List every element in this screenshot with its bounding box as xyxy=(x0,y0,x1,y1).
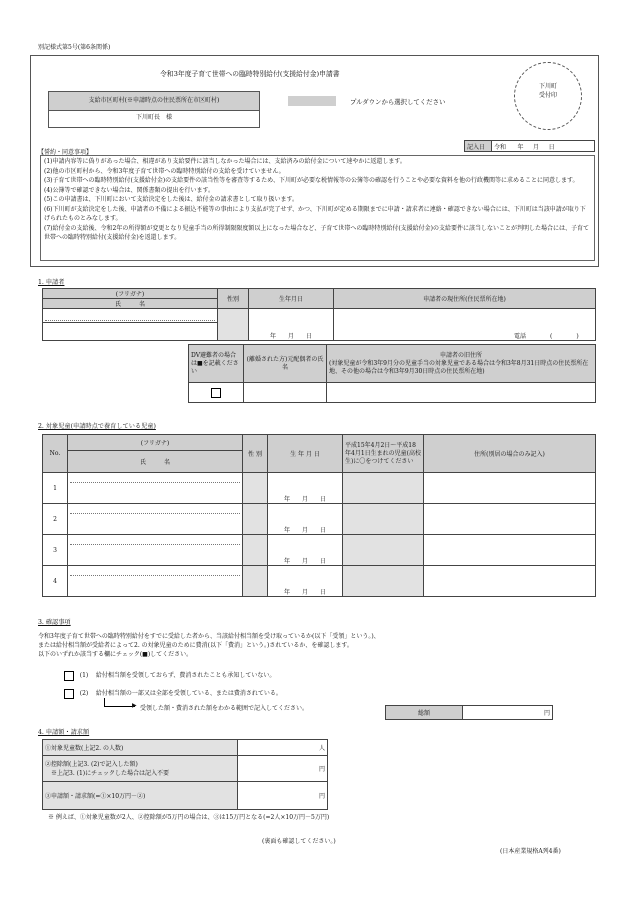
pledge-item: (2)他の市区町村から、令和3年度子育て世帯への臨時特別給付の支給を受けていません。 xyxy=(44,167,285,175)
child-ymd: 年 月 日 xyxy=(283,496,326,503)
child-name-field[interactable] xyxy=(68,535,243,566)
child-hs-field[interactable] xyxy=(343,535,424,566)
child-birth-field[interactable] xyxy=(268,473,343,504)
amount-unit: 円 xyxy=(318,793,325,800)
dv-checkbox[interactable] xyxy=(211,388,221,398)
confirm-text2: または給付相当額が受給者によって2. の対象児童のために費消(以下「費消」という。)されているか、を確認します。 xyxy=(38,642,353,649)
amount-example: ※ 例えば、①対象児童数が2人、②控除額が5万円の場合は、③は15万円となる(=2人×10万円－5万円) xyxy=(48,814,330,821)
child-birth-field[interactable] xyxy=(268,535,343,566)
reception-stamp xyxy=(514,62,582,130)
child-no: 1 xyxy=(43,473,68,504)
applicant-name-field[interactable] xyxy=(43,323,218,341)
child-address-field[interactable] xyxy=(424,535,596,566)
option-1 xyxy=(64,670,275,681)
old-address-field[interactable] xyxy=(327,383,596,403)
pledge-item: (6)下川町が支給決定をした後、申請者の不備による振込不能等の事由により支払が完了せず、かつ、下川町が定める期限までに申請・請求者に連絡・確認できない場合には、下川町は当該申請が取り下げられたものとみなします。 xyxy=(44,205,586,222)
child-name-field[interactable] xyxy=(68,504,243,535)
dropdown-hint: プルダウンから選択してください xyxy=(350,98,446,106)
confirm-heading: 3. 確認事項 xyxy=(38,619,71,626)
arrow-line xyxy=(104,698,135,707)
option-2-label: 給付相当額の一部又は全部を受領している、または費消されている。 xyxy=(95,690,282,697)
option-1-number: (1) xyxy=(79,672,89,679)
total-table xyxy=(385,705,553,720)
confirm-text xyxy=(38,632,380,659)
applicant-gender-field[interactable] xyxy=(218,309,249,341)
child-no: 2 xyxy=(43,504,68,535)
child-no: 4 xyxy=(43,566,68,597)
child-ymd: 年 月 日 xyxy=(283,527,326,534)
form-title: 令和3年度子育て世帯への臨時特別給付(支援給付金)申請書 xyxy=(160,70,340,78)
child-gender-field[interactable] xyxy=(243,504,268,535)
amount-label: ①対象児童数(上記2. の人数) xyxy=(43,740,238,756)
child-birth-field[interactable] xyxy=(268,566,343,597)
dv-checkbox-cell[interactable] xyxy=(189,383,244,403)
applicant-gender-header: 性別 xyxy=(218,289,249,309)
applicant-furigana-header: (フリガナ) xyxy=(43,289,218,299)
option-1-checkbox[interactable] xyxy=(64,671,74,681)
amount-label xyxy=(43,756,238,782)
child-ymd: 年 月 日 xyxy=(283,558,326,565)
applicant-birth-header: 生年月日 xyxy=(249,289,334,309)
spouse-name-field[interactable] xyxy=(244,383,327,403)
old-address-header xyxy=(327,345,596,383)
child-name-field[interactable] xyxy=(68,566,243,597)
amount-unit: 円 xyxy=(318,766,325,773)
old-address-note: (対象児童が令和3年9月分の児童手当の対象児童である場合は令和3年8月31日時点の住民票所在地、その他の場合は令和3年9月30日時点の住民票所在地) xyxy=(329,359,589,375)
pledge-item: (4)公簿等で確認できない場合は、関係書類の提出を行います。 xyxy=(44,186,215,194)
pledge-item: (5)この申請書は、下川町において支給決定をした後は、給付金の請求書として取り扱います。 xyxy=(44,196,299,203)
pledge-item: (1)申請内容等に偽りがあった場合、相違があり支給要件に該当しなかった場合には、支給済みの給付金について速やかに返還します。 xyxy=(44,158,406,165)
applicant-phone: 電話 ( ) xyxy=(514,333,579,340)
form-number: 別記様式第5号(第6条関係) xyxy=(38,44,111,51)
dv-header: DV避難者の場合は■を記載ください xyxy=(189,345,244,383)
entry-month: 月 xyxy=(533,143,540,151)
option-1-label: 給付相当額を受領しておらず、費消されたことも承知していない。 xyxy=(95,672,276,679)
children-furigana-header: (フリガナ) xyxy=(68,435,243,451)
applicant-name-header: 氏 名 xyxy=(43,299,218,309)
amount-field[interactable] xyxy=(238,756,328,782)
arrow-icon: ▶ xyxy=(132,702,137,709)
applicant-birth-field[interactable] xyxy=(249,309,334,341)
issuer-name: 下川町長 様 xyxy=(48,109,260,128)
applicant-address-field[interactable] xyxy=(334,309,596,341)
child-gender-field[interactable] xyxy=(243,535,268,566)
children-hs-header: 平成15年4月2日～平成18年4月1日生まれの児童(高校生)に〇をつけてください xyxy=(343,435,424,473)
municipality-dropdown[interactable] xyxy=(288,96,336,106)
footer-back-note: (裏面も確認してください。) xyxy=(262,838,336,845)
old-address-title: 申請者の旧住所 xyxy=(439,351,482,359)
child-gender-field[interactable] xyxy=(243,473,268,504)
applicant-address-header: 申請者の現住所(住民票所在地) xyxy=(334,289,596,309)
total-field[interactable] xyxy=(463,706,553,720)
child-address-field[interactable] xyxy=(424,504,596,535)
spouse-header: (離婚された方)元配偶者の氏名 xyxy=(244,345,327,383)
amount-label-main: ②控除額(上記3. (2)で記入した額) xyxy=(45,760,138,768)
children-address-header: 住所(別居の場合のみ記入) xyxy=(424,435,596,473)
entry-date xyxy=(464,140,595,152)
total-label: 総額 xyxy=(386,706,463,720)
entry-era: 令和 xyxy=(494,143,507,151)
amount-heading: 4. 申請額・請求額 xyxy=(38,729,90,736)
child-ymd: 年 月 日 xyxy=(283,589,326,596)
amount-label-sub: ※上記3. (1)にチェックした場合は記入不要 xyxy=(51,769,169,777)
pledge-heading: 【誓約・同意事項】 xyxy=(38,149,93,156)
confirm-text1: 令和3年度子育て世帯への臨時特別給付をすでに受給した者から、当該給付相当額を受け取っているか(以下「受領」という。)、 xyxy=(38,633,380,640)
pledge-box xyxy=(40,155,595,261)
pledge-item: (7)給付金の支給後、令和2年の所得額が変更となり児童手当の所得制限限度額以上になった場合など、子育て世帯への臨時特別給付(支援給付金)の支給要件に該当しないことが判明した場合には、子育て世帯への臨時特別給付(支援給付金)を返還します。 xyxy=(44,224,590,241)
children-gender-header: 性 別 xyxy=(243,435,268,473)
child-hs-field[interactable] xyxy=(343,566,424,597)
amount-field[interactable] xyxy=(238,740,328,756)
total-unit: 円 xyxy=(543,710,550,717)
arrow-note: 受領した額・費消された額をわかる範囲で記入してください。 xyxy=(140,705,309,712)
pledge-item: (3)子育て世帯への臨時特別給付(支援給付金)の支給要件の該当性等を審査等するため、下川町が必要な税情報等の公簿等の確認を行うことや必要な資料を他の行政機関等に求めることに同意します。 xyxy=(44,177,579,184)
applicant-furigana-field[interactable] xyxy=(43,309,218,323)
children-name-header: 氏 名 xyxy=(68,451,243,473)
entry-day: 日 xyxy=(548,143,555,151)
stamp-line2: 受付印 xyxy=(538,92,557,99)
entry-year: 年 xyxy=(517,143,524,151)
amount-table xyxy=(42,739,328,810)
confirm-text3: 以下のいずれか該当する欄にチェック(■)してください。 xyxy=(38,651,193,658)
child-gender-field[interactable] xyxy=(243,566,268,597)
footer-paper-size: (日本産業規格A列4番) xyxy=(500,848,561,855)
applicant-table xyxy=(42,288,596,341)
applicant-subtable xyxy=(188,344,596,403)
amount-label: ③申請額・請求額(=①×10万円－②) xyxy=(43,782,238,810)
children-table xyxy=(42,434,596,597)
option-2-checkbox[interactable] xyxy=(64,689,74,699)
children-birth-header: 生 年 月 日 xyxy=(268,435,343,473)
option-2 xyxy=(64,688,282,699)
children-no-header: No. xyxy=(43,435,68,473)
child-address-field[interactable] xyxy=(424,473,596,504)
child-birth-field[interactable] xyxy=(268,504,343,535)
child-address-field[interactable] xyxy=(424,566,596,597)
child-hs-field[interactable] xyxy=(343,504,424,535)
applicant-ymd: 年 月 日 xyxy=(269,333,312,340)
entry-date-label: 記入日 xyxy=(465,141,492,152)
issuer-label: 支給市区町村(※申請時点の住民票所在市区町村) xyxy=(48,91,260,111)
option-2-number: (2) xyxy=(79,690,89,697)
child-name-field[interactable] xyxy=(68,473,243,504)
child-hs-field[interactable] xyxy=(343,473,424,504)
child-no: 3 xyxy=(43,535,68,566)
applicant-heading: 1. 申請者 xyxy=(38,279,65,286)
amount-unit: 人 xyxy=(318,745,325,752)
stamp-line1: 下川町 xyxy=(538,83,557,90)
children-heading: 2. 対象児童(申請時点で養育している児童) xyxy=(38,423,156,430)
amount-field[interactable] xyxy=(238,782,328,810)
